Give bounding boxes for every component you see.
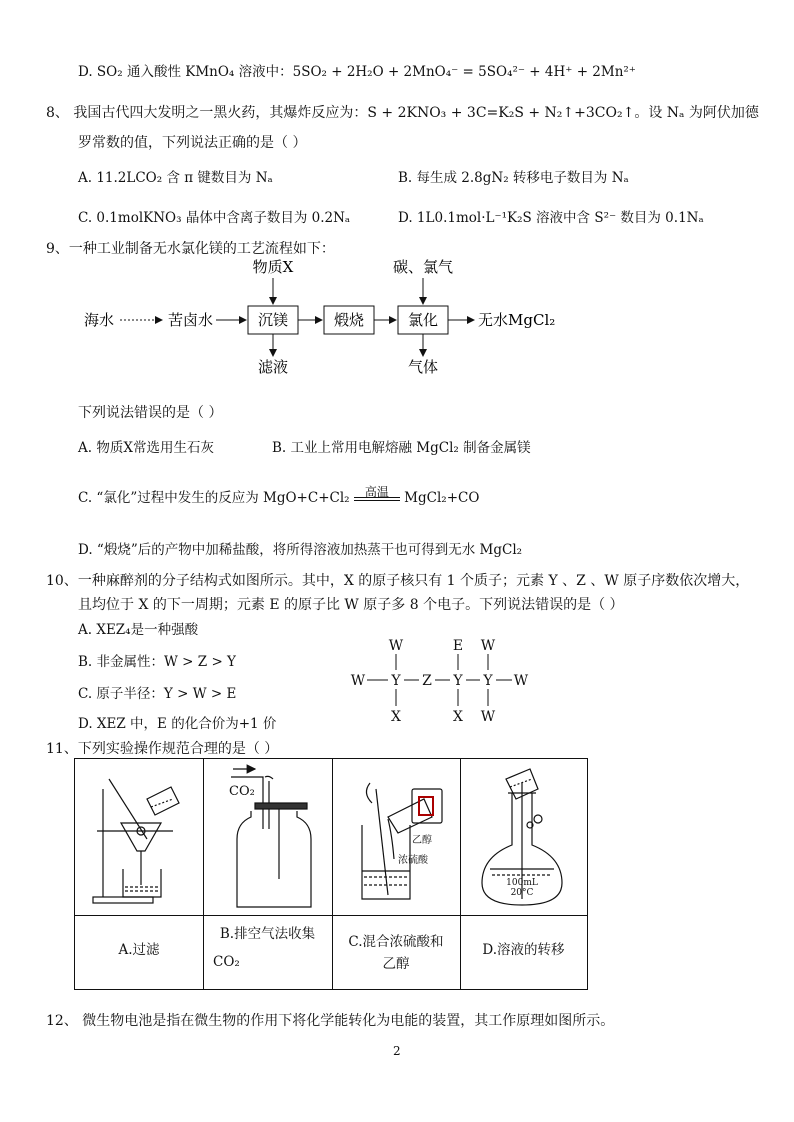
q8-stem-line2: 罗常数的值，下列说法正确的是（ ） [78, 135, 307, 151]
q10-option-a: A. XEZ₄是一种强酸 [78, 622, 199, 638]
q10-option-d: D. XEZ 中，E 的化合价为+1 价 [78, 716, 277, 732]
q8-stem-line1: 8、 我国古代四大发明之一黑火药，其爆炸反应为：S + 2KNO₃ + 3C=K₂S + N₂↑+3CO₂↑。设 Nₐ 为阿伏加德 [46, 105, 759, 121]
q10-stem-line1: 10、一种麻醉剂的分子结构式如图所示。其中，X 的原子核只有 1 个质子；元素 Y 、Z 、W 原子序数依次增大， [46, 573, 750, 589]
atom-x1: X [391, 709, 401, 725]
q9-condition-text: 高温 [364, 484, 389, 499]
q11-label-d: D.溶液的转移 [482, 942, 565, 958]
q8-option-a: A. 11.2LCO₂ 含 π 键数目为 Nₐ [78, 170, 273, 186]
atom-y3: Y [483, 673, 493, 689]
q11-label-c-line2: 乙醇 [382, 956, 410, 972]
ethanol-label: 乙醇 [412, 835, 432, 846]
q11-stem: 11、下列实验操作规范合理的是（ ） [46, 741, 279, 757]
atom-w-top1: W [388, 638, 404, 654]
flow-gas: 气体 [407, 358, 439, 376]
q11-label-c [332, 931, 460, 975]
q9-option-d: D. “煅烧”后的产物中加稀盐酸，将所得溶液加热蒸干也可得到无水 MgCl₂ [78, 542, 523, 558]
flow-product: 无水MgCl₂ [478, 311, 556, 329]
flow-chlorinate: 氯化 [407, 311, 439, 329]
filtration-apparatus [75, 759, 203, 915]
q9-option-c-lhs: C. “氯化”过程中发生的反应为 MgO+C+Cl₂ [78, 490, 350, 506]
co2-label: CO₂ [229, 784, 255, 799]
q10-stem-line2: 且均位于 X 的下一周期；元素 E 的原子比 W 原子多 8 个电子。下列说法错误的是（ ） [78, 597, 624, 613]
atom-z: Z [422, 673, 432, 689]
q8-option-c: C. 0.1molKNO₃ 晶体中含离子数目为 0.2Nₐ [78, 210, 351, 226]
flask-temp: 20°C [510, 888, 534, 898]
flow-seawater: 海水 [84, 311, 115, 329]
flask-volume: 100mL [506, 878, 538, 888]
atom-w-right: W [513, 673, 529, 689]
q9-option-b: B. 工业上常用电解熔融 MgCl₂ 制备金属镁 [272, 440, 531, 456]
q11-table [74, 758, 588, 990]
atom-y1: Y [391, 673, 401, 689]
q10-option-b: B. 非金属性：W > Z > Y [78, 654, 236, 670]
q9-option-c-condition [354, 484, 400, 501]
flow-filtrate: 滤液 [257, 358, 289, 376]
q11-label-c-line1: C.混合浓硫酸和 [348, 934, 444, 950]
flow-substance-x: 物质X [252, 258, 294, 276]
q9-option-a: A. 物质X常选用生石灰 [78, 440, 214, 456]
mixing-apparatus [332, 759, 460, 915]
atom-e-top: E [452, 638, 464, 654]
flow-brine: 苦卤水 [168, 311, 214, 329]
q9-flow-diagram [60, 256, 620, 380]
q8-option-d: D. 1L0.1mol·L⁻¹K₂S 溶液中含 S²⁻ 数目为 0.1Nₐ [398, 210, 704, 226]
q11-label-b-line2: CO₂ [213, 954, 240, 970]
q7-option-d: D. SO₂ 通入酸性 KMnO₄ 溶液中：5SO₂ + 2H₂O + 2MnO₄⁻ = 5SO₄²⁻ + 4H⁺ + 2Mn²⁺ [78, 64, 636, 80]
atom-w-bottom: W [480, 709, 496, 725]
q9-option-c [78, 486, 479, 506]
atom-w-left: W [350, 673, 366, 689]
q10-option-c: C. 原子半径：Y > W > E [78, 686, 237, 702]
q9-stem: 9、一种工业制备无水氯化镁的工艺流程如下： [46, 241, 335, 257]
q11-label-a: A.过滤 [118, 942, 160, 958]
flow-calcine: 煅烧 [333, 311, 365, 329]
q11-label-b-line1: B.排空气法收集 [219, 926, 316, 942]
q9-question: 下列说法错误的是（ ） [78, 405, 223, 421]
atom-w-top2: W [480, 638, 496, 654]
atom-x2: X [453, 709, 463, 725]
q10-structural-formula [346, 634, 536, 726]
q9-option-c-rhs: MgCl₂+CO [404, 490, 480, 506]
page-number: 2 [393, 1044, 401, 1058]
q11-label-b [203, 923, 332, 973]
flow-precip: 沉镁 [257, 311, 289, 329]
atom-y2: Y [453, 673, 463, 689]
flow-carbon-chlorine: 碳、氯气 [392, 258, 454, 276]
volumetric-flask-apparatus [460, 759, 587, 915]
q8-option-b: B. 每生成 2.8gN₂ 转移电子数目为 Nₐ [398, 170, 629, 186]
gas-collection-apparatus [203, 759, 332, 915]
acid-label: 浓硫酸 [398, 855, 428, 866]
q12-stem: 12、 微生物电池是指在微生物的作用下将化学能转化为电能的装置，其工作原理如图所示。 [46, 1013, 615, 1029]
